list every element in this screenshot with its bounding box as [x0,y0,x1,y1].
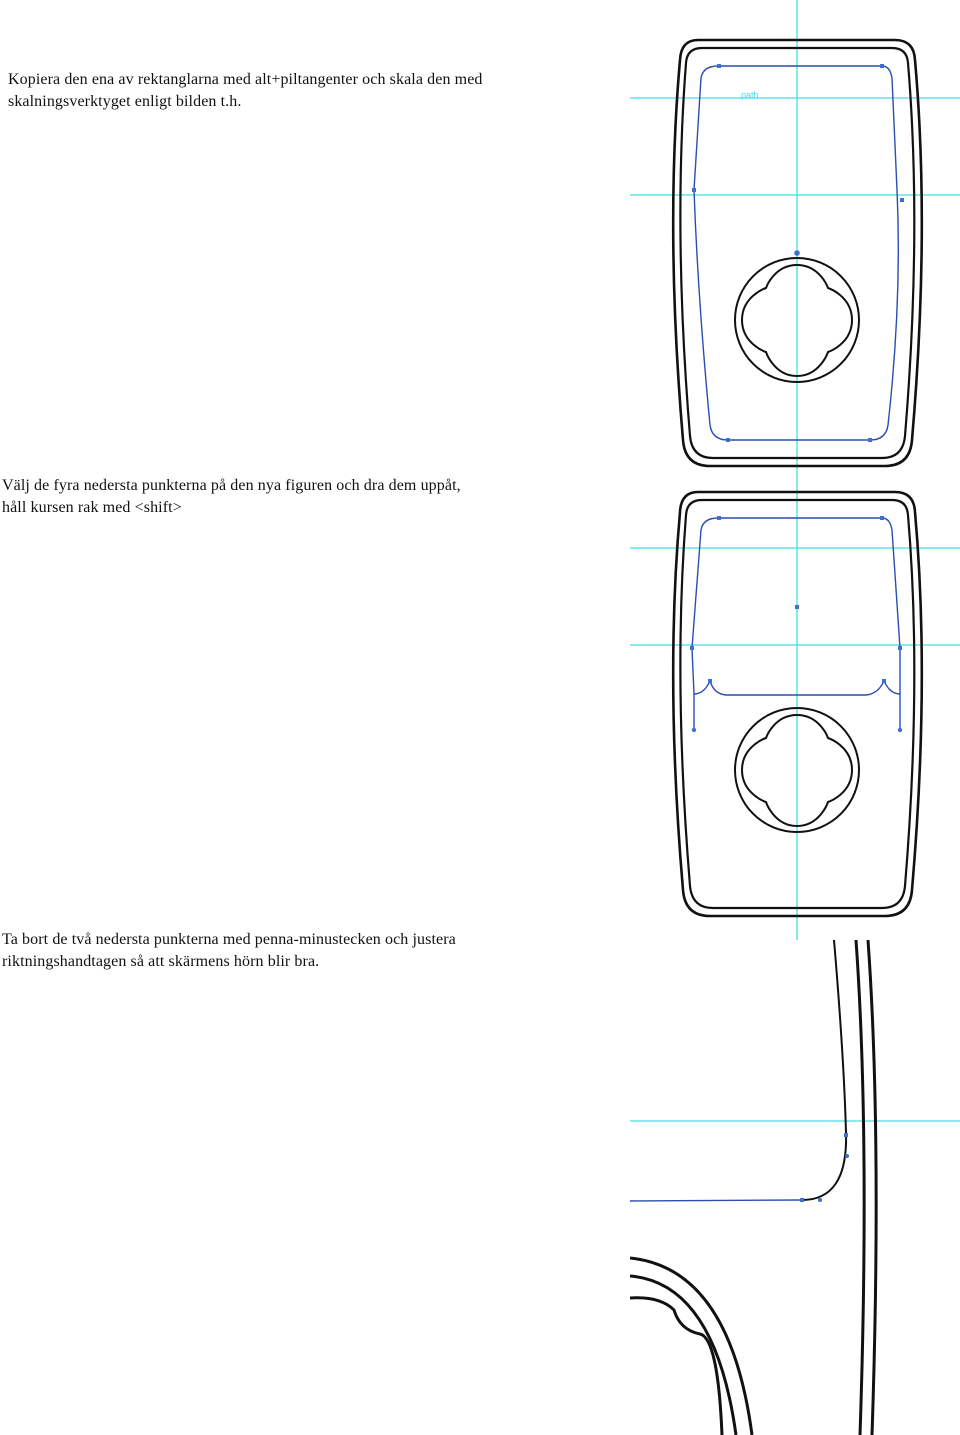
button-quatrefoil-edge [630,1298,722,1435]
instruction-step-3 [2,929,456,973]
instruction-step-2 [2,475,461,519]
figure-step-2-remote-illustration [630,480,960,940]
remote-inner-edge [868,940,876,1435]
instruction-step-1 [8,69,483,113]
smart-guide-path-label: path [741,90,759,100]
instruction-step-1-line-1: Kopiera den ena av rektanglarna med alt+piltangenter och skala den med [8,71,483,88]
screen-corner-outline [802,940,846,1200]
figure-step-3-zoomed-corner [630,938,960,1435]
path-anchor-points [692,64,904,442]
remote-outer-edge [856,940,864,1435]
button-ring-outer [630,1258,752,1435]
path-anchor-points [800,1133,849,1202]
instruction-step-1-line-2: skalningsverktyget enligt bilden t.h. [8,93,242,110]
instruction-step-3-line-2: riktningshandtagen så att skärmens hörn blir bra. [2,953,320,970]
figure-step-1-remote-illustration [630,0,960,480]
instruction-step-3-line-1: Ta bort de två nedersta punkterna med penna-minustecken och justera [2,931,456,948]
instruction-step-2-line-2: håll kursen rak med <shift> [2,499,182,516]
adjusted-screen-corner-path [630,940,846,1201]
instruction-step-2-line-1: Välj de fyra nedersta punkterna på den nya figuren och dra dem uppåt, [2,477,461,494]
